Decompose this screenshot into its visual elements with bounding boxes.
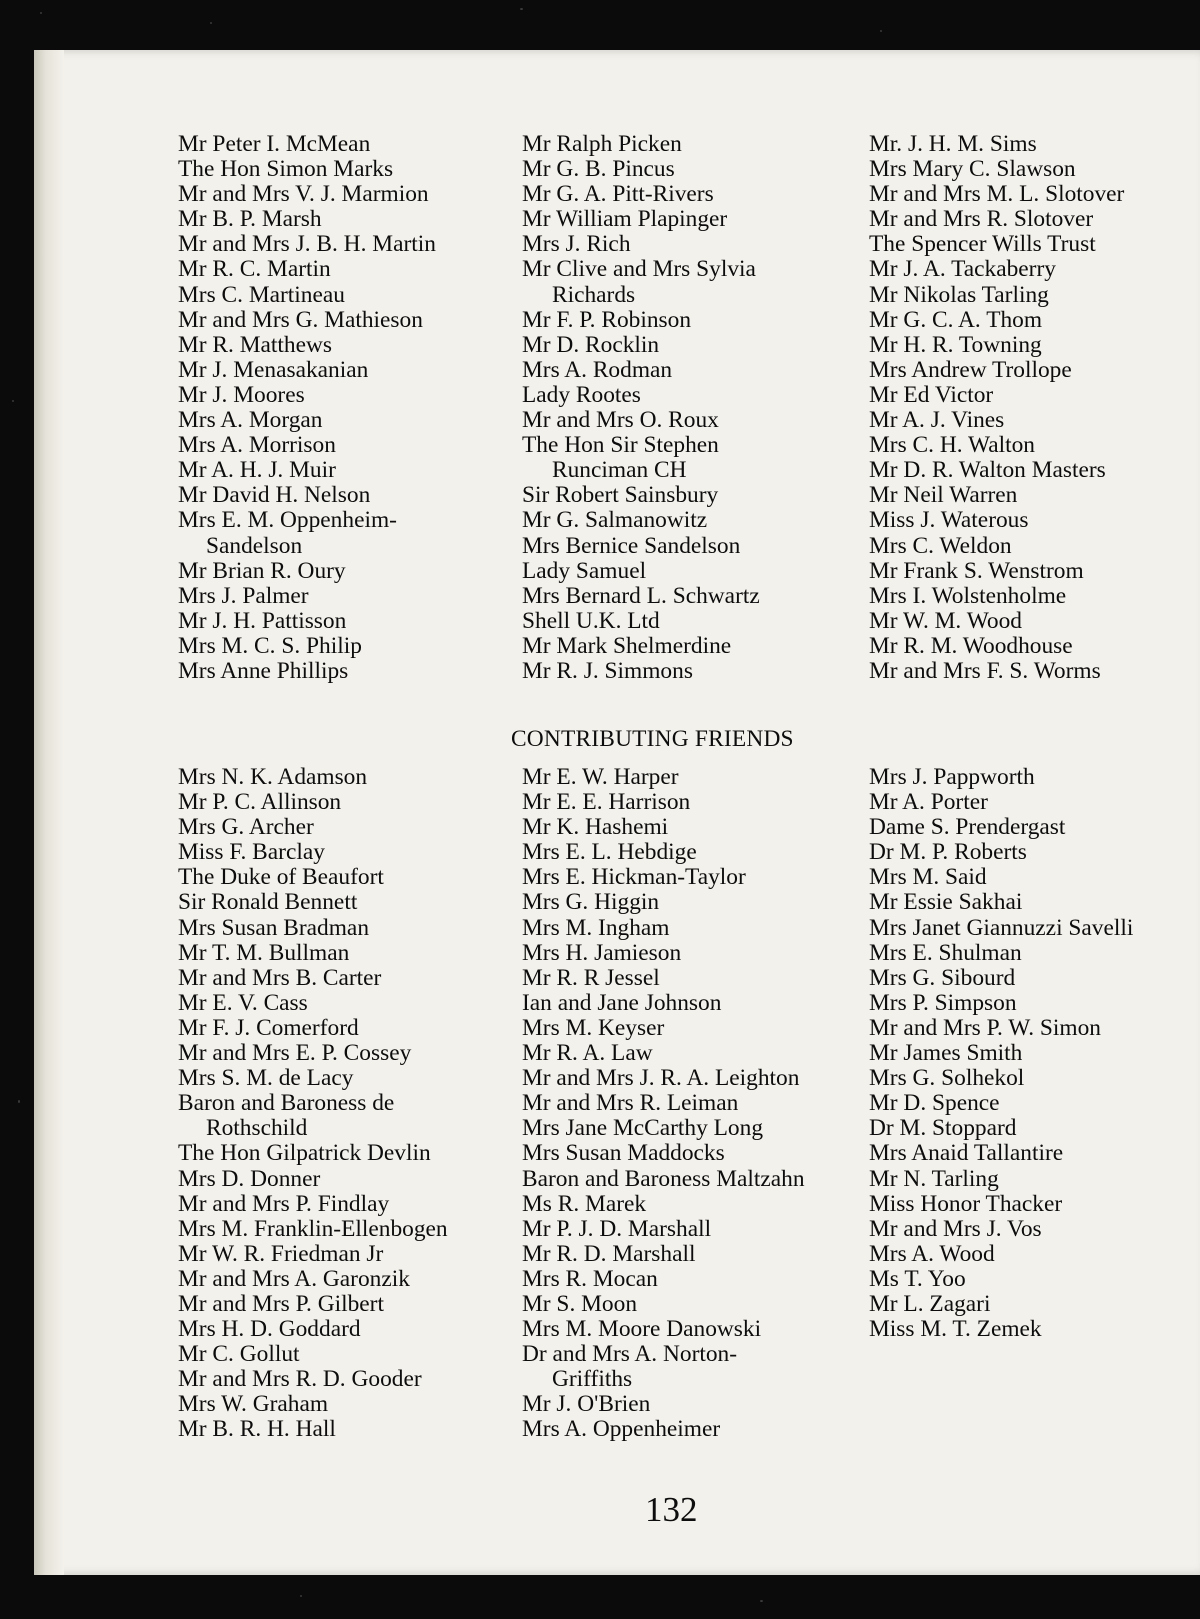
list-item: Mrs A. Morrison: [178, 432, 336, 459]
list-item: Mr and Mrs F. S. Worms: [869, 657, 1101, 684]
list-item: The Duke of Beaufort: [178, 864, 384, 891]
list-item: Mrs Anne Phillips: [178, 657, 349, 684]
list-item: Mr C. Gollut: [178, 1341, 300, 1368]
list-item: The Hon Sir Stephen: [522, 432, 719, 459]
list-item: Mr Clive and Mrs Sylvia: [522, 256, 756, 283]
list-item: Mrs Anaid Tallantire: [869, 1140, 1064, 1167]
list-item: Mr W. M. Wood: [869, 607, 1022, 634]
list-item: Mrs M. Said: [869, 864, 987, 891]
list-item: Mr D. R. Walton Masters: [869, 457, 1106, 484]
page-number: 132: [645, 1490, 698, 1529]
list-item: Mr B. R. H. Hall: [178, 1416, 336, 1443]
bottom-column-2: [522, 765, 805, 1443]
list-item-continuation: Richards: [552, 281, 636, 308]
list-item-continuation: Rothschild: [206, 1115, 308, 1142]
list-item: Mrs E. Shulman: [869, 939, 1022, 966]
list-item: Mr G. B. Pincus: [522, 156, 675, 183]
list-item: Mr F. P. Robinson: [522, 306, 692, 333]
list-item: Mrs Jane McCarthy Long: [522, 1115, 764, 1142]
list-item: Mr R. J. Simmons: [522, 657, 693, 684]
list-item: Mr J. O'Brien: [522, 1391, 651, 1418]
list-item: Mr D. Rocklin: [522, 331, 660, 358]
list-item: Mrs I. Wolstenholme: [869, 582, 1067, 609]
list-item: Mr and Mrs J. B. H. Martin: [178, 231, 436, 258]
list-item: Mr A. J. Vines: [869, 407, 1005, 434]
list-item: Mr E. V. Cass: [178, 989, 308, 1016]
list-item: Mrs W. Graham: [178, 1391, 329, 1418]
list-item: Mr P. C. Allinson: [178, 789, 342, 816]
list-item: Mr A. Porter: [869, 789, 988, 816]
list-item: Mr and Mrs J. Vos: [869, 1215, 1042, 1242]
bottom-column-1: [178, 765, 448, 1443]
list-item: Mr and Mrs E. P. Cossey: [178, 1040, 412, 1067]
top-column-1: [178, 132, 436, 684]
list-item: Mr Ralph Picken: [522, 131, 682, 157]
list-item: Mr and Mrs B. Carter: [178, 964, 382, 991]
list-item: Mrs G. Sibourd: [869, 964, 1016, 991]
list-item: Mrs P. Simpson: [869, 989, 1017, 1016]
list-item: Mr and Mrs P. Gilbert: [178, 1290, 384, 1317]
list-item: Mrs E. M. Oppenheim-: [178, 507, 397, 534]
list-item: Mrs E. Hickman-Taylor: [522, 864, 746, 891]
list-item: Mrs M. Ingham: [522, 914, 670, 941]
list-item: Mrs Mary C. Slawson: [869, 156, 1076, 183]
list-item: Mr J. Menasakanian: [178, 356, 369, 383]
list-item: Mr E. E. Harrison: [522, 789, 691, 816]
list-item: Miss F. Barclay: [178, 839, 325, 866]
list-item-continuation: Runciman CH: [552, 457, 687, 484]
list-item: Mr. J. H. M. Sims: [869, 131, 1037, 157]
list-item: Miss Honor Thacker: [869, 1190, 1063, 1217]
list-item: Mrs A. Oppenheimer: [522, 1416, 721, 1443]
list-item: Mr and Mrs P. Findlay: [178, 1190, 390, 1217]
list-item: Mrs N. K. Adamson: [178, 764, 368, 790]
list-item: Mr Ed Victor: [869, 381, 994, 408]
list-item-continuation: Sandelson: [206, 532, 303, 559]
list-item: Mr R. D. Marshall: [522, 1240, 696, 1267]
list-item: Mr and Mrs R. Slotover: [869, 206, 1094, 233]
bottom-column-3: [869, 765, 1133, 1342]
list-item: Mr R. C. Martin: [178, 256, 331, 283]
list-item: Mr L. Zagari: [869, 1290, 991, 1317]
list-item: Mr S. Moon: [522, 1290, 638, 1317]
list-item: Mrs E. L. Hebdige: [522, 839, 697, 866]
list-item: Mr James Smith: [869, 1040, 1023, 1067]
page-gutter: [34, 50, 64, 1575]
list-item: Mr D. Spence: [869, 1090, 1000, 1117]
list-item: Mrs Bernice Sandelson: [522, 532, 741, 559]
list-item: Dr M. P. Roberts: [869, 839, 1027, 866]
list-item: Mr G. C. A. Thom: [869, 306, 1043, 333]
list-item: Ms R. Marek: [522, 1190, 647, 1217]
list-item: Mrs Bernard L. Schwartz: [522, 582, 760, 609]
list-item: Dr and Mrs A. Norton-: [522, 1341, 738, 1368]
list-item: Mrs G. Solhekol: [869, 1065, 1025, 1092]
list-item: Mr and Mrs J. R. A. Leighton: [522, 1065, 800, 1092]
list-item: Mrs A. Rodman: [522, 356, 673, 383]
list-item: Mr J. H. Pattisson: [178, 607, 347, 634]
list-item: The Hon Gilpatrick Devlin: [178, 1140, 431, 1167]
list-item-continuation: Griffiths: [552, 1366, 633, 1393]
list-item: Ian and Jane Johnson: [522, 989, 722, 1016]
list-item: Baron and Baroness de: [178, 1090, 395, 1117]
list-item: Mrs M. Keyser: [522, 1014, 665, 1041]
list-item: Mr R. M. Woodhouse: [869, 632, 1073, 659]
list-item: Sir Robert Sainsbury: [522, 482, 719, 509]
list-item: Mr and Mrs R. Leiman: [522, 1090, 739, 1117]
top-column-3: [869, 132, 1124, 684]
list-item: Mr W. R. Friedman Jr: [178, 1240, 384, 1267]
list-item: Mr Nikolas Tarling: [869, 281, 1049, 308]
list-item: Mrs H. Jamieson: [522, 939, 682, 966]
list-item: Mrs Susan Bradman: [178, 914, 370, 941]
list-item: Mrs A. Wood: [869, 1240, 995, 1267]
list-item: Mrs G. Higgin: [522, 889, 660, 916]
list-item: Mrs M. Franklin-Ellenbogen: [178, 1215, 448, 1242]
list-item: Lady Rootes: [522, 381, 641, 408]
list-item: Mr P. J. D. Marshall: [522, 1215, 712, 1242]
list-item: Mr E. W. Harper: [522, 764, 679, 790]
section-heading: CONTRIBUTING FRIENDS: [511, 726, 794, 752]
list-item: Mr Neil Warren: [869, 482, 1018, 509]
list-item: Mr N. Tarling: [869, 1165, 999, 1192]
list-item: Mr Brian R. Oury: [178, 557, 346, 584]
list-item: Dr M. Stoppard: [869, 1115, 1017, 1142]
list-item: Lady Samuel: [522, 557, 647, 584]
list-item: Mr Essie Sakhai: [869, 889, 1023, 916]
list-item: Mrs Susan Maddocks: [522, 1140, 725, 1167]
list-item: Mr G. A. Pitt-Rivers: [522, 181, 714, 208]
list-item: Mr and Mrs R. D. Gooder: [178, 1366, 422, 1393]
list-item: Mrs J. Palmer: [178, 582, 309, 609]
top-column-2: [522, 132, 760, 684]
list-item: Miss J. Waterous: [869, 507, 1029, 534]
list-item: Mrs A. Morgan: [178, 407, 323, 434]
list-item: Shell U.K. Ltd: [522, 607, 660, 634]
list-item: Mr B. P. Marsh: [178, 206, 322, 233]
list-item: Mr Frank S. Wenstrom: [869, 557, 1084, 584]
list-item: Mrs S. M. de Lacy: [178, 1065, 354, 1092]
list-item: The Hon Simon Marks: [178, 156, 394, 183]
list-item: Mrs J. Pappworth: [869, 764, 1035, 790]
list-item: Mr and Mrs M. L. Slotover: [869, 181, 1125, 208]
list-item: Baron and Baroness Maltzahn: [522, 1165, 805, 1192]
list-item: Mr R. Matthews: [178, 331, 332, 358]
list-item: Mr Mark Shelmerdine: [522, 632, 732, 659]
list-item: Mr R. A. Law: [522, 1040, 653, 1067]
list-item: Mrs M. Moore Danowski: [522, 1316, 762, 1343]
list-item: Mr and Mrs V. J. Marmion: [178, 181, 429, 208]
list-item: Mr J. Moores: [178, 381, 305, 408]
list-item: Miss M. T. Zemek: [869, 1316, 1042, 1343]
list-item: Mr K. Hashemi: [522, 814, 669, 841]
list-item: Mr David H. Nelson: [178, 482, 371, 509]
list-item: Mrs J. Rich: [522, 231, 631, 258]
list-item: Mr A. H. J. Muir: [178, 457, 336, 484]
list-item: Mr T. M. Bullman: [178, 939, 350, 966]
list-item: Dame S. Prendergast: [869, 814, 1066, 841]
list-item: Mrs R. Mocan: [522, 1265, 658, 1292]
list-item: Mr and Mrs A. Garonzik: [178, 1265, 410, 1292]
list-item: Mrs C. H. Walton: [869, 432, 1035, 459]
list-item: Mr R. R Jessel: [522, 964, 660, 991]
list-item: Mrs H. D. Goddard: [178, 1316, 361, 1343]
list-item: Mrs G. Archer: [178, 814, 314, 841]
list-item: Mr H. R. Towning: [869, 331, 1042, 358]
list-item: Mr and Mrs O. Roux: [522, 407, 719, 434]
list-item: Mrs D. Donner: [178, 1165, 321, 1192]
list-item: Ms T. Yoo: [869, 1265, 966, 1292]
list-item: Mrs C. Weldon: [869, 532, 1012, 559]
list-item: Mr William Plapinger: [522, 206, 728, 233]
list-item: Mr and Mrs G. Mathieson: [178, 306, 423, 333]
list-item: Mrs C. Martineau: [178, 281, 345, 308]
list-item: Mrs Andrew Trollope: [869, 356, 1072, 383]
list-item: The Spencer Wills Trust: [869, 231, 1096, 258]
list-item: Mrs M. C. S. Philip: [178, 632, 362, 659]
list-item: Mr F. J. Comerford: [178, 1014, 359, 1041]
list-item: Mr G. Salmanowitz: [522, 507, 708, 534]
list-item: Mrs Janet Giannuzzi Savelli: [869, 914, 1134, 941]
list-item: Mr Peter I. McMean: [178, 131, 371, 157]
list-item: Mr and Mrs P. W. Simon: [869, 1014, 1101, 1041]
list-item: Mr J. A. Tackaberry: [869, 256, 1056, 283]
list-item: Sir Ronald Bennett: [178, 889, 358, 916]
